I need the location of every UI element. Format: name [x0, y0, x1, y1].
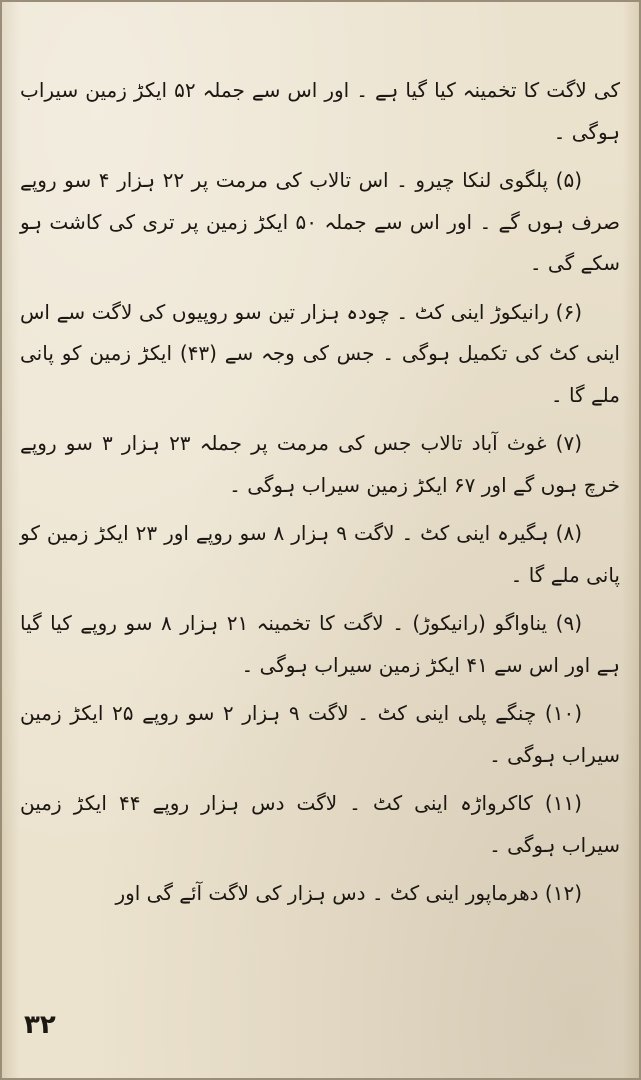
paragraph-1: کی لاگت کا تخمینہ کیا گیا ہے ۔ اور اس سے جملہ ۵۲ ایکڑ زمین سیراب ہوگی ۔ — [20, 78, 620, 144]
paragraph-7: (۱۰) چنگے پلی اینی کٹ ۔ لاگت ۹ ہزار ۲ سو روپے ۲۵ ایکڑ زمین سیراب ہوگی ۔ — [20, 701, 620, 767]
paragraph-8: (۱۱) کاکرواڑہ اینی کٹ ۔ لاگت دس ہزار روپے ۴۴ ایکڑ زمین سیراب ہوگی ۔ — [20, 791, 620, 857]
page-body-text — [20, 70, 620, 922]
paragraph-5: (۸) ہگیرہ اینی کٹ ۔ لاگت ۹ ہزار ۸ سو روپے اور ۲۳ ایکڑ زمین کو پانی ملے گا ۔ — [20, 521, 620, 587]
paragraph-3: (۶) رانیکوڑ اینی کٹ ۔ چودہ ہزار تین سو روپیوں کی لاگت سے اس اینی کٹ کی تکمیل ہوگی ۔ جس کی وجہ سے (۴۳) ایکڑ زمین کو پانی ملے گا ۔ — [20, 299, 620, 407]
paragraph-2: (۵) پلگوی لنکا چیرو ۔ اس تالاب کی مرمت پر ۲۲ ہزار ۴ سو روپے صرف ہوں گے ۔ اور اس سے جملہ ۵۰ ایکڑ زمین پر تری کی کاشت ہو سکے گی ۔ — [20, 168, 620, 275]
page-number: ۳۲ — [24, 1010, 56, 1040]
paragraph-9: (۱۲) دھرماپور اینی کٹ ۔ دس ہزار کی لاگت آئے گی اور — [115, 881, 582, 905]
paragraph-6: (۹) یناواگو (رانیکوڑ) ۔ لاگت کا تخمینہ ۲۱ ہزار ۸ سو روپے کیا گیا ہے اور اس سے ۴۱ ایکڑ زمین سیراب ہوگی ۔ — [20, 611, 620, 677]
paragraph-4: (۷) غوث آباد تالاب جس کی مرمت پر جملہ ۲۳ ہزار ۳ سو روپے خرچ ہوں گے اور ۶۷ ایکڑ زمین سیراب ہوگی ۔ — [20, 431, 620, 497]
